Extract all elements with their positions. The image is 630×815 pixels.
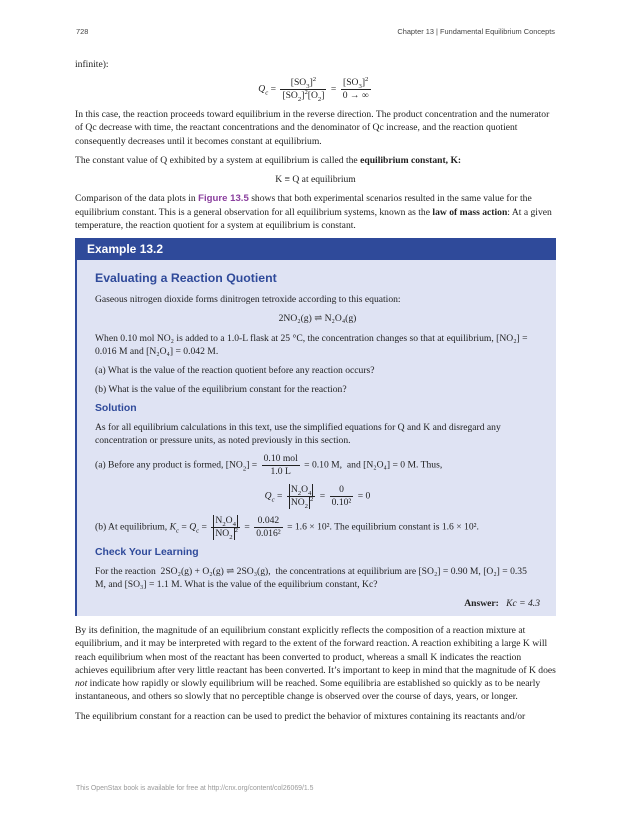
example-label: Example 13.2 xyxy=(75,238,556,260)
example-statement: Gaseous nitrogen dioxide forms dinitrogen tetroxide according to this equation: xyxy=(95,294,401,306)
prediction-paragraph: The equilibrium constant for a reaction can be used to predict the behavior of mixtures containing its reactants and/or xyxy=(75,710,526,722)
answer: Answer: Kc = 4.3 xyxy=(464,598,540,610)
qc-initial-equation: $Q_c$ = $\frac{N_2O_4}{NO_2^2}$ = $\frac{0}{\text{0.10²}}$ = 0 xyxy=(264,484,371,511)
law-of-mass-action-paragraph: Comparison of the data plots in Figure 13.5 shows that both experimental scenarios resulted in the same value for the equilibrium constant. This is a general observation for all equilibrium systems, known as the law of mass action: At a given temperature, the reaction quotient for a system at equilibrium is constant. xyxy=(75,193,552,231)
qc-fraction: $\frac{[SO_3]^2}{[SO_2]^2[O_2]}$ xyxy=(282,76,325,104)
page-number: 728 xyxy=(76,27,89,36)
law-of-mass-action-term: law of mass action xyxy=(432,206,508,218)
solution-part-b: (b) At equilibrium, $K_c = Q_c$ = $\frac{N_2O_4}{NO_2^2}$ = $\frac{0.042}{\text{0.016²}}$ = 1.6 × 10². The equilibrium constant is 1.6 × 10². xyxy=(95,515,479,542)
reaction-equation: 2NO₂(g) ⇌ N₂O₄(g) xyxy=(278,313,357,325)
concentration-fraction: $\frac{\text{0.10 mol}}{1.0 L}$ xyxy=(263,453,298,478)
question-b: (b) What is the value of the equilibrium constant for the reaction? xyxy=(95,384,347,396)
page-content xyxy=(75,58,556,729)
solution-heading: Solution xyxy=(95,403,137,415)
intro-lead: infinite): xyxy=(75,59,109,70)
footer-note: This OpenStax book is available for free at http://cnx.org/content/col26069/1.5 xyxy=(76,785,314,792)
k-definition: K ≡ Q at equilibrium xyxy=(275,174,356,186)
example-title: Evaluating a Reaction Quotient xyxy=(95,271,277,286)
chapter-header: Chapter 13 | Fundamental Equilibrium Concepts xyxy=(397,27,555,36)
figure-link[interactable]: Figure 13.5 xyxy=(198,193,249,205)
solution-intro: As for all equilibrium calculations in this text, use the simplified equations for Q and K and disregard any concentration or pressure units, as noted previously in this section. xyxy=(95,421,501,447)
qc-infinity-fraction: $\frac{[SO_3]^2}{0 \to \infty}$ xyxy=(342,76,369,102)
example-box xyxy=(75,238,556,616)
solution-part-a: (a) Before any product is formed, $[NO_2]$ = $\frac{\text{0.10 mol}}{1.0 L}$ = 0.10 M, and [N₂O₄] = 0 M. Thus, xyxy=(95,453,443,478)
magnitude-paragraph: By its definition, the magnitude of an equilibrium constant explicitly reflects the composition of a reaction mixture at equilibrium, and it may be interpreted with regard to the extent of the forward reaction. A reaction exhibiting a large K will reach equilibrium when most of the reactant has been converted to product, whereas a small K indicates the reaction achieves equilibrium after very little reactant has been converted. It’s important to keep in mind that the magnitude of K does not indicate how rapidly or slowly equilibrium will be reached. Some equilibria are established so quickly as to be nearly instantaneous, and others so slowly that no perceptible change is observed over the course of days, years, or longer. xyxy=(75,625,556,703)
example-conditions: When 0.10 mol NO₂ is added to a 1.0-L flask at 25 °C, the concentration changes so that at equilibrium, [NO₂] = 0.016 M and [N₂O₄] = 0.042 M. xyxy=(95,332,528,357)
check-your-learning-text: For the reaction 2SO₂(g) + O₂(g) ⇌ 2SO₃(g), the concentrations at equilibrium are [SO₂] = 0.90 M, [O₂] = 0.35 M, and [SO₃] = 1.1 M. What is the value of the equilibrium constant, Kc? xyxy=(95,565,527,590)
reverse-direction-paragraph: In this case, the reaction proceeds toward equilibrium in the reverse direction. The product concentration and the numerator of Qc decrease with time, the reactant concentrations and the denominator of Qc increase, and the reaction quotient consequently decreases until it becomes constant at equilibrium. xyxy=(75,109,550,147)
check-your-learning-heading: Check Your Learning xyxy=(95,547,199,559)
qc-infinity-equation: $Q_c$ = $\frac{[SO_3]^2}{[SO_2]^2[O_2]}$ = $\frac{[SO_3]^2}{0 \to \infty}$ xyxy=(258,76,369,104)
qc-symbol: Q xyxy=(258,83,266,95)
question-a: (a) What is the value of the reaction quotient before any reaction occurs? xyxy=(95,364,375,376)
equilibrium-constant-term: equilibrium constant, K xyxy=(360,154,458,166)
equilibrium-constant-paragraph: The constant value of Q exhibited by a system at equilibrium is called the equilibrium constant, K: xyxy=(75,154,462,166)
